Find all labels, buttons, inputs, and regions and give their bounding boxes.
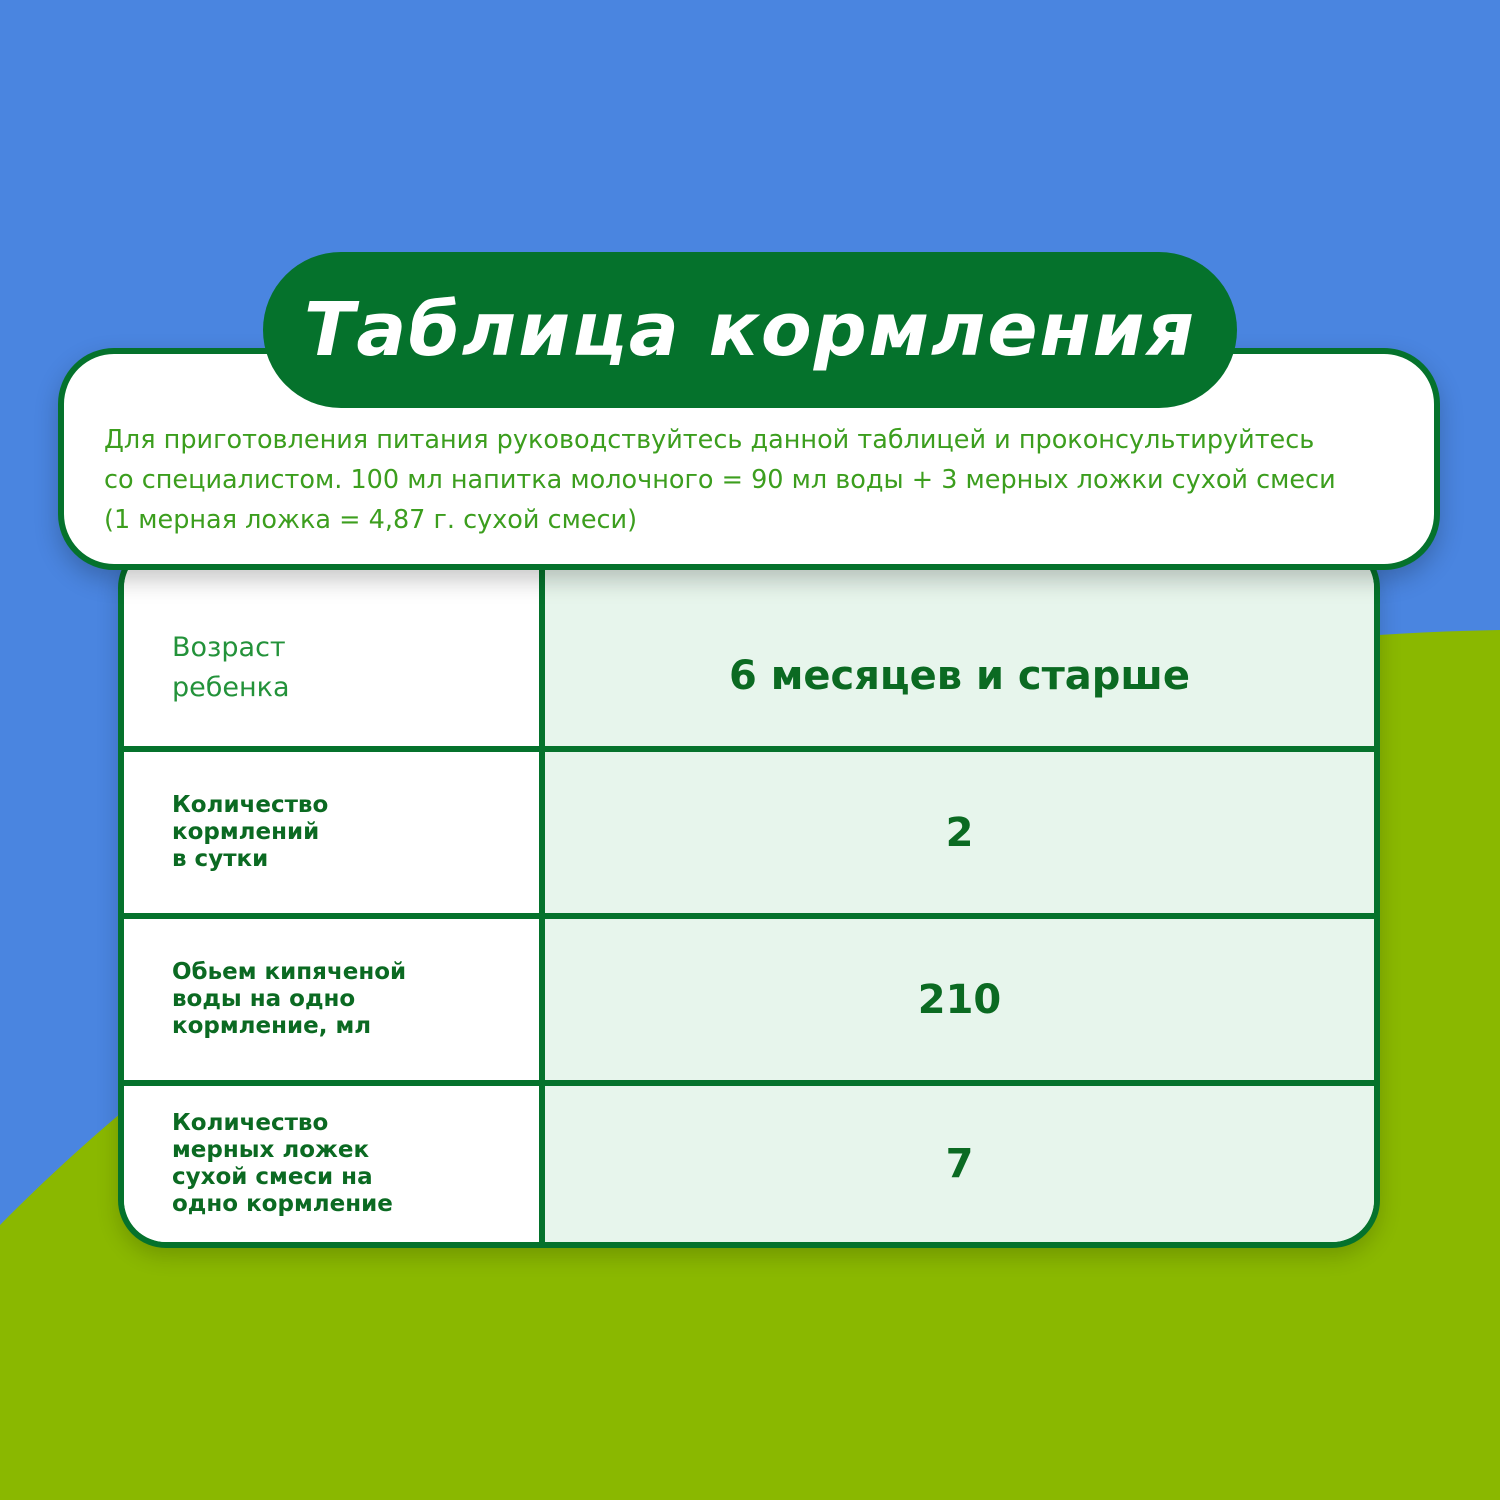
water-label: Обьем кипяченой воды на одно кормление, мл [124, 919, 539, 1080]
age-value: 6 месяцев и старше [545, 546, 1374, 776]
table-row-age [124, 546, 1374, 746]
page-title: Таблица кормления [303, 287, 1197, 373]
preparation-note [104, 420, 1424, 540]
title-banner [263, 252, 1237, 408]
age-label: Возраст ребенка [124, 546, 539, 746]
table-row-spoons [124, 1086, 1374, 1242]
table-row-water [124, 919, 1374, 1080]
note-line: со специалистом. 100 мл напитка молочного = 90 мл воды + 3 мерных ложки сухой смеси [104, 465, 1336, 495]
feedings-value: 2 [545, 752, 1374, 913]
table-row-feedings [124, 752, 1374, 913]
water-value: 210 [545, 919, 1374, 1080]
feeding-table [118, 540, 1380, 1248]
note-line: (1 мерная ложка = 4,87 г. сухой смеси) [104, 505, 638, 535]
spoons-value: 7 [545, 1086, 1374, 1242]
note-line: Для приготовления питания руководствуйтесь данной таблицей и проконсультируйтесь [104, 425, 1315, 455]
spoons-label: Количество мерных ложек сухой смеси на одно кормление [124, 1086, 539, 1242]
feedings-label: Количество кормлений в сутки [124, 752, 539, 913]
